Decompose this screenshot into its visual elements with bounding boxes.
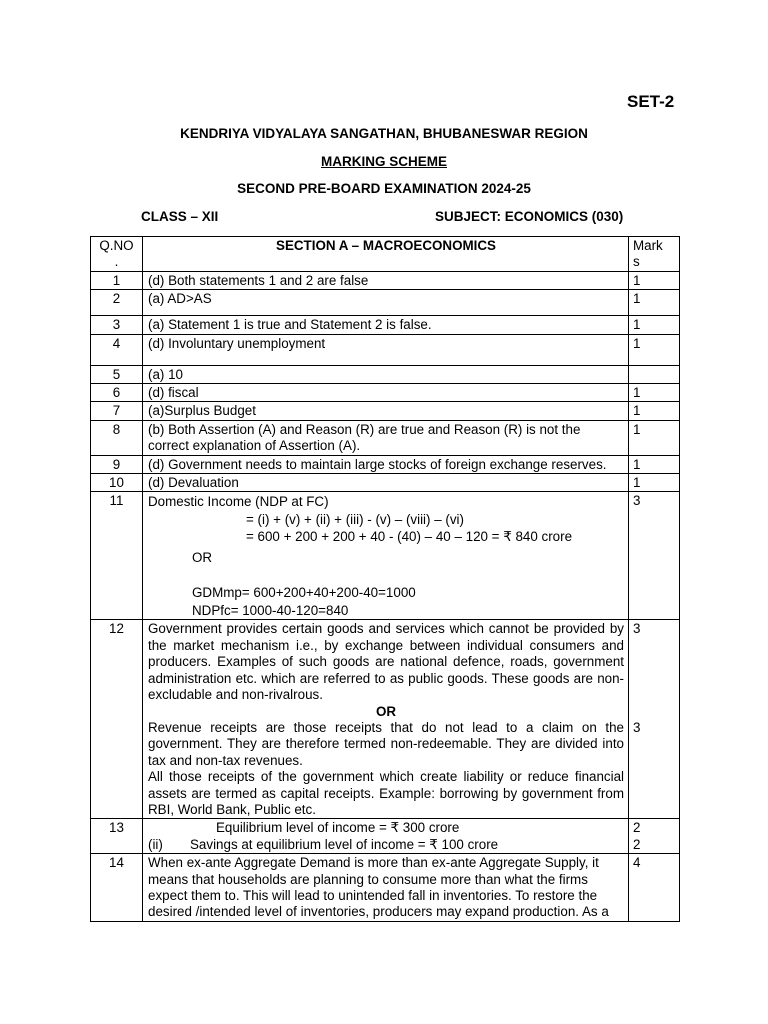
q13-marks-2: 2 [633,836,641,852]
answer-cell: (a)Surplus Budget [143,402,629,420]
marks-cell: 1 [629,316,680,334]
table-row [91,420,680,455]
marks-cell: 1 [629,474,680,492]
table-row [91,316,680,334]
answer-cell: (d) Involuntary unemployment [143,334,629,365]
qno-cell: 14 [91,854,143,922]
q12-para3: All those receipts of the government which create liability or reduce financial assets are termed as capital receipts. Example: borrowing by government from RBI, World Bank, Public etc. [148,769,624,817]
set-label: SET-2 [627,92,675,111]
q12-or: OR [375,703,397,719]
table-row [91,402,680,420]
answer-cell: When ex-ante Aggregate Demand is more than ex-ante Aggregate Supply, it means that households are planning to consume more than what the firms expect them to. This will lead to unintended fall in inventories. To restore the desired /intended level of inventories, producers may expand production. As a [143,854,629,922]
marks-cell [629,365,680,383]
qno-cell: 2 [91,290,143,316]
answer-cell: (d) fiscal [143,384,629,402]
q11-line4: GDMmp= 600+200+40+200-40=1000 [192,585,416,601]
answer-cell: (d) Government needs to maintain large stocks of foreign exchange reserves. [143,455,629,473]
qno-cell: 1 [91,271,143,289]
q11-line5: NDPfc= 1000-40-120=840 [192,602,349,618]
q11-line2: = (i) + (v) + (ii) + (iii) - (v) – (viii) – (vi) [246,511,464,527]
q13-line2-num: (ii) [148,836,163,852]
q12-marks-2: 3 [633,719,641,735]
q13-line2-text: Savings at equilibrium level of income = ₹ 100 crore [190,836,499,852]
answer-cell [143,819,629,854]
answer-cell [143,620,629,819]
marks-cell: 4 [629,854,680,922]
class-label: CLASS – XII [141,209,219,224]
qno-cell: 8 [91,420,143,455]
marks-cell: 1 [629,402,680,420]
table-row [91,290,680,316]
qno-cell: 13 [91,819,143,854]
qno-cell: 9 [91,455,143,473]
marks-cell: 1 [629,420,680,455]
answer-cell: (a) Statement 1 is true and Statement 2 is false. [143,316,629,334]
qno-cell: 5 [91,365,143,383]
answer-cell: (a) AD>AS [143,290,629,316]
exam-title: SECOND PRE-BOARD EXAMINATION 2024-25 [237,181,531,196]
marks-cell: 1 [629,290,680,316]
q13-marks-1: 2 [633,820,641,836]
q11-line1: Domestic Income (NDP at FC) [148,494,329,510]
table-row [91,271,680,289]
answer-cell: (a) 10 [143,365,629,383]
table-row-q13 [91,819,680,854]
table-row [91,455,680,473]
table-row [91,384,680,402]
qno-cell: 7 [91,402,143,420]
table-row-q12 [91,620,680,819]
section-header: SECTION A – MACROECONOMICS [143,237,629,272]
table-header-row [91,237,680,272]
qno-cell: 3 [91,316,143,334]
q13-line1: Equilibrium level of income = ₹ 300 crore [216,820,460,836]
marks-cell [629,819,680,854]
marks-cell: 1 [629,455,680,473]
q12-para2: Revenue receipts are those receipts that do not lead to a claim on the government. They are therefore termed non-redeemable. They are divided into tax and non-tax revenues. [148,719,624,768]
table-row [91,474,680,492]
document-type-text: MARKING SCHEME [320,154,447,169]
marks-cell [629,620,680,819]
qno-header: Q.NO . [91,237,143,272]
marks-header: Mark s [629,237,680,272]
q11-line3: = 600 + 200 + 200 + 40 - (40) – 40 – 120 = ₹ 840 crore [246,529,573,545]
subject-label: SUBJECT: ECONOMICS (030) [435,209,624,224]
q11-or: OR [192,549,213,565]
marks-cell: 3 [629,492,680,620]
q13-line2 [148,837,624,853]
table-row [91,365,680,383]
q12-marks-1: 3 [633,621,641,637]
qno-cell: 6 [91,384,143,402]
qno-cell: 4 [91,334,143,365]
qno-cell: 12 [91,620,143,819]
table-row-q11 [91,492,680,620]
marks-cell: 1 [629,384,680,402]
table-row [91,334,680,365]
organization-title: KENDRIYA VIDYALAYA SANGATHAN, BHUBANESWAR REGION [180,126,588,141]
marks-cell: 1 [629,271,680,289]
q12-para1: Government provides certain goods and services which cannot be provided by the market mechanism i.e., by exchange between individual consumers and producers. Examples of such goods are national defence, roads, government administration etc. which are referred to as public goods. These goods are non-excludable and non-rivalrous. [148,621,624,703]
answer-cell: (b) Both Assertion (A) and Reason (R) are true and Reason (R) is not the correct explanation of Assertion (A). [143,420,629,455]
marks-cell: 1 [629,334,680,365]
qno-cell: 11 [91,492,143,620]
answer-cell [143,492,629,620]
answer-cell: (d) Devaluation [143,474,629,492]
marking-table [90,236,680,922]
qno-cell: 10 [91,474,143,492]
document-type [0,154,768,169]
answer-cell: (d) Both statements 1 and 2 are false [143,271,629,289]
table-row-q14 [91,854,680,922]
